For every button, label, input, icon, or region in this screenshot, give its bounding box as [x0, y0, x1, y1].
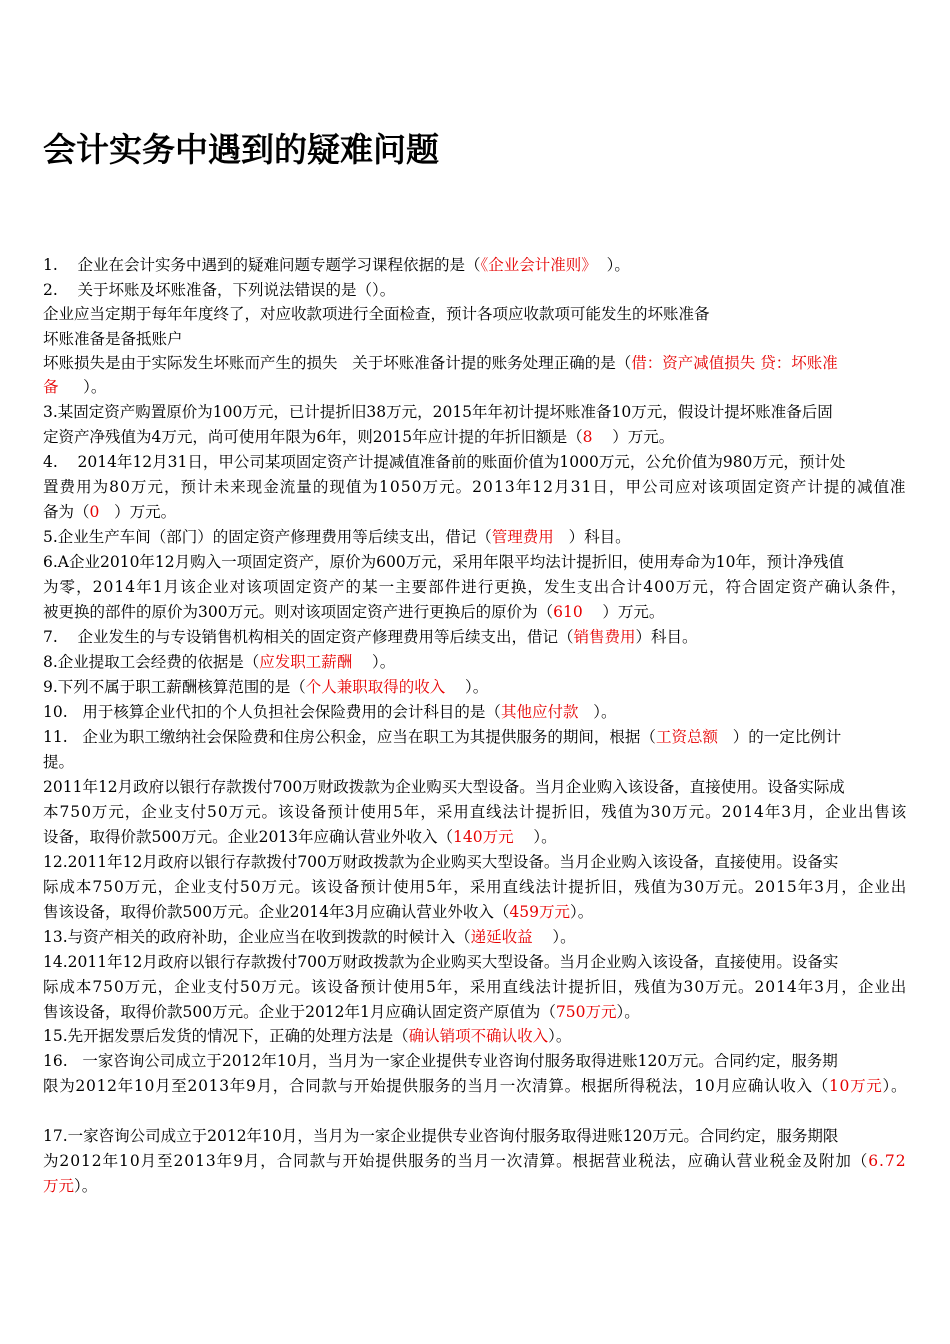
text-segment: 6.A企业2010年12月购入一项固定资产，原价为600万元，采用年限平均法计提折旧，使用寿命为10年，预计净残值 — [43, 553, 844, 571]
answer-text: 借：资产减值损失 贷：坏账准 — [631, 354, 838, 372]
text-segment: ）。 — [532, 928, 576, 946]
text-line — [43, 825, 557, 849]
text-segment: 1. 企业在会计实务中遇到的疑难问题专题学习课程依据的是（ — [43, 256, 481, 274]
text-line — [43, 625, 698, 649]
text-line — [43, 750, 74, 774]
text-segment: 企业应当定期于每年年度终了，对应收款项进行全面检查，预计各项应收款项可能发生的坏账准备 — [43, 305, 710, 323]
text-segment: 2011年12月政府以银行存款拨付700万财政拨款为企业购买大型设备。当月企业购入该设备，直接使用。设备实际成 — [43, 778, 845, 796]
text-segment: 售该设备，取得价款500万元。企业2014年3月应确认营业外收入（ — [43, 903, 510, 921]
text-line — [43, 278, 395, 302]
answer-text: 确认销项不确认收入 — [408, 1027, 549, 1045]
text-segment: 际成本750万元，企业支付50万元。该设备预计使用5年，采用直线法计提折旧，残值为30万元。2015年3月，企业出 — [43, 878, 908, 896]
text-line — [43, 600, 664, 624]
text-line — [43, 550, 844, 574]
text-line — [43, 450, 845, 474]
text-line — [43, 775, 845, 799]
answer-text: 10万元 — [828, 1077, 883, 1095]
answer-text: 应发职工薪酬 — [259, 653, 353, 671]
text-line — [43, 575, 907, 599]
text-line — [43, 975, 907, 999]
text-segment: 17.一家咨询公司成立于2012年10月，当月为一家企业提供专业咨询付服务取得进账120万元。合同约定，服务期限 — [43, 1127, 839, 1145]
text-line — [43, 800, 907, 824]
text-line — [43, 500, 176, 524]
answer-text: 备 — [43, 378, 59, 396]
text-segment: 15.先开据发票后发货的情况下，正确的处理方法是（ — [43, 1027, 409, 1045]
answer-text: 万元 — [43, 1177, 75, 1195]
text-line — [43, 475, 907, 499]
text-line — [43, 253, 630, 277]
text-segment: 提。 — [43, 753, 75, 771]
text-line — [43, 700, 616, 724]
text-line — [43, 850, 838, 874]
answer-text: 610 — [553, 603, 583, 621]
text-line — [43, 1174, 97, 1198]
text-segment: ）。 — [570, 903, 594, 921]
text-line — [43, 925, 576, 949]
text-segment: 售该设备，取得价款500万元。企业于2012年1月应确认固定资产原值为（ — [43, 1003, 556, 1021]
answer-text: 0 — [89, 503, 100, 521]
answer-text: 459万元 — [509, 903, 570, 921]
answer-text: 6.72 — [868, 1152, 907, 1170]
text-line — [43, 675, 488, 699]
text-segment: 坏账准备是备抵账户 — [43, 330, 183, 348]
text-line — [43, 1049, 838, 1073]
answer-text: 工资总额 — [655, 728, 718, 746]
document-title: 会计实务中遇到的疑难问题 — [43, 130, 439, 169]
text-segment: ）万元。 — [592, 428, 675, 446]
text-segment: 11. 企业为职工缴纳社会保险费和住房公积金，应当在职工为其提供服务的期间，根据（ — [43, 728, 656, 746]
text-segment: 置费用为80万元，预计未来现金流量的现值为1050万元。2013年12月31日，甲公司应对该项固定资产计提的减值准 — [43, 478, 907, 496]
text-line — [43, 525, 631, 549]
text-line — [43, 1124, 838, 1148]
text-segment: 4. 2014年12月31日，甲公司某项固定资产计提减值准备前的账面价值为1000万元，公允价值为980万元，预计处 — [43, 453, 846, 471]
text-segment: 本750万元，企业支付50万元。该设备预计使用5年，采用直线法计提折旧，残值为30万元。2014年3月，企业出售该 — [43, 803, 908, 821]
text-segment: 被更换的部件的原价为300万元。则对该项固定资产进行更换后的原价为（ — [43, 603, 554, 621]
text-line — [43, 351, 838, 375]
text-line — [43, 1149, 907, 1173]
text-segment: ）的一定比例计 — [717, 728, 842, 746]
text-segment: 12.2011年12月政府以银行存款拨付700万财政拨款为企业购买大型设备。当月企业购入该设备，直接使用。设备实 — [43, 853, 839, 871]
text-segment: 2. 关于坏账及坏账准备，下列说法错误的是（）。 — [43, 281, 396, 299]
text-segment: 为零，2014年1月该企业对该项固定资产的某一主要部件进行更换，发生支出合计400万元，符合固定资产确认条件， — [43, 578, 908, 596]
text-line — [43, 875, 907, 899]
text-line — [43, 302, 710, 326]
text-segment: ）。 — [352, 653, 396, 671]
text-segment: ）万元。 — [582, 603, 665, 621]
answer-text: 管理费用 — [491, 528, 554, 546]
text-segment: 13.与资产相关的政府补助，企业应当在收到拨款的时候计入（ — [43, 928, 471, 946]
text-segment: 备为（ — [43, 503, 90, 521]
text-segment: 9.下列不属于职工薪酬核算范围的是（ — [43, 678, 306, 696]
text-segment: ）。 — [513, 828, 557, 846]
text-segment: ）。 — [445, 678, 489, 696]
text-segment: ）。 — [74, 1177, 98, 1195]
text-line — [43, 1024, 571, 1048]
text-line — [43, 1000, 640, 1024]
answer-text: 其他应付款 — [500, 703, 579, 721]
text-segment: 3.某固定资产购置原价为100万元，已计提折旧38万元，2015年年初计提坏账准备10万元，假设计提坏账准备后固 — [43, 403, 833, 421]
text-segment: 际成本750万元，企业支付50万元。该设备预计使用5年，采用直线法计提折旧，残值为30万元。2014年3月，企业出 — [43, 978, 908, 996]
answer-text: 销售费用 — [573, 628, 636, 646]
text-segment: 设备，取得价款500万元。企业2013年应确认营业外收入（ — [43, 828, 454, 846]
text-segment: 7. 企业发生的与专设销售机构相关的固定资产修理费用等后续支出，借记（ — [43, 628, 574, 646]
text-segment: 坏账损失是由于实际发生坏账而产生的损失 关于坏账准备计提的账务处理正确的是（ — [43, 354, 632, 372]
answer-text: 个人兼职取得的收入 — [305, 678, 446, 696]
text-line — [43, 327, 183, 351]
text-segment: 5.企业生产车间（部门）的固定资产修理费用等后续支出，借记（ — [43, 528, 492, 546]
text-segment: 为2012年10月至2013年9月，合同款与开始提供服务的当月一次清算。根据营业税法，应确认营业税金及附加（ — [43, 1152, 869, 1170]
text-segment: ）科目。 — [553, 528, 631, 546]
text-segment: ）科目。 — [635, 628, 698, 646]
text-line — [43, 950, 838, 974]
text-line — [43, 400, 833, 424]
answer-text: 140万元 — [453, 828, 514, 846]
text-segment: ）万元。 — [99, 503, 177, 521]
text-segment: 定资产净残值为4万元，尚可使用年限为6年，则2015年应计提的年折旧额是（ — [43, 428, 583, 446]
text-line — [43, 650, 395, 674]
text-segment: 10. 用于核算企业代扣的个人负担社会保险费用的会计科目的是（ — [43, 703, 501, 721]
text-segment: 限为2012年10月至2013年9月，合同款与开始提供服务的当月一次清算。根据所得税法，10月应确认收入（ — [43, 1077, 829, 1095]
text-line — [43, 725, 841, 749]
text-segment: ）。 — [548, 1027, 572, 1045]
text-segment: 16. 一家咨询公司成立于2012年10月，当月为一家企业提供专业咨询付服务取得进账120万元。合同约定，服务期 — [43, 1052, 838, 1070]
text-segment: ）。 — [58, 378, 107, 396]
text-line — [43, 1074, 907, 1098]
text-segment: ）。 — [596, 256, 630, 274]
text-line — [43, 900, 593, 924]
answer-text: 8 — [582, 428, 593, 446]
text-segment: 8.企业提取工会经费的依据是（ — [43, 653, 260, 671]
text-segment: ）。 — [616, 1003, 640, 1021]
answer-text: 《企业会计准则》 — [480, 256, 597, 274]
text-segment: 14.2011年12月政府以银行存款拨付700万财政拨款为企业购买大型设备。当月企业购入该设备，直接使用。设备实 — [43, 953, 839, 971]
answer-text: 750万元 — [555, 1003, 617, 1021]
text-segment: ）。 — [882, 1077, 908, 1095]
text-line — [43, 375, 106, 399]
answer-text: 递延收益 — [470, 928, 533, 946]
text-segment: ）。 — [578, 703, 617, 721]
text-line — [43, 425, 674, 449]
